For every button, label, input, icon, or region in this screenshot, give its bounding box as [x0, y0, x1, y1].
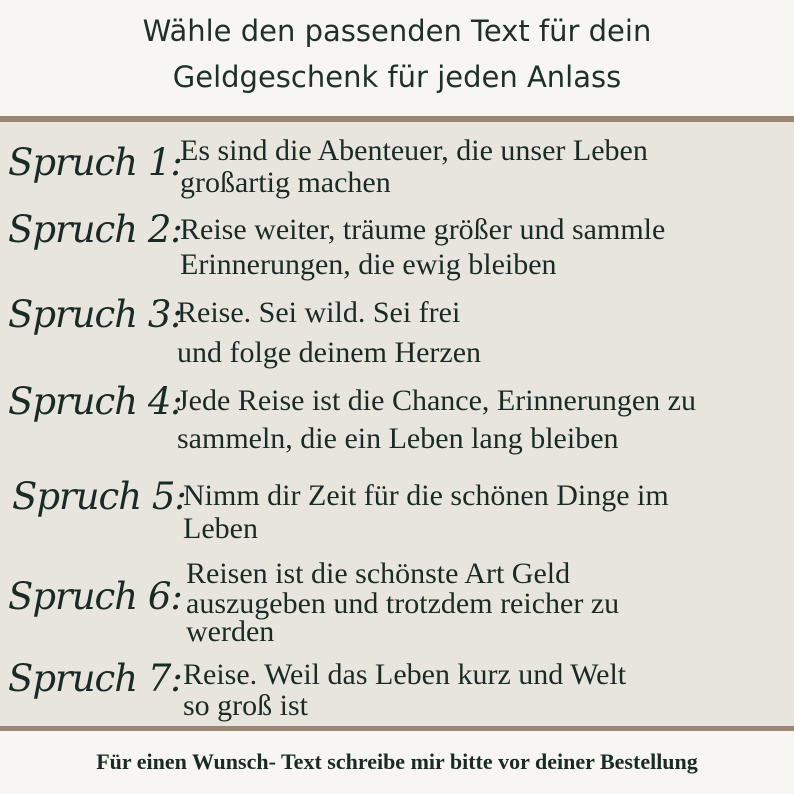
spruch-1-line-2: großartig machen	[180, 166, 391, 199]
footer-note: Für einen Wunsch- Text schreibe mir bitte vor deiner Bestellung	[96, 749, 698, 774]
header-panel	[0, 0, 794, 116]
spruch-5-line-1: Nimm dir Zeit für die schönen Dinge im	[183, 479, 669, 512]
spruch-2-line-2: Erinnerungen, die ewig bleiben	[180, 248, 557, 281]
spruch-4-label: Spruch 4:	[8, 380, 182, 423]
spruch-1-label: Spruch 1:	[8, 141, 182, 184]
spruch-3-line-1: Reise. Sei wild. Sei frei	[177, 296, 461, 329]
spruch-2-line-1: Reise weiter, träume größer und sammle	[180, 213, 666, 246]
spruch-4-line-2: sammeln, die ein Leben lang bleiben	[177, 422, 619, 455]
top-divider	[0, 116, 794, 122]
spruch-2-label: Spruch 2:	[8, 208, 182, 251]
spruch-5-label: Spruch 5:	[12, 475, 186, 518]
spruch-7-line-1: Reise. Weil das Leben kurz und Welt	[183, 658, 627, 691]
spruch-7-line-2: so groß ist	[183, 689, 309, 722]
spruch-7-label: Spruch 7:	[8, 657, 182, 700]
spruch-3-line-2: und folge deinem Herzen	[177, 336, 482, 369]
footer-panel	[0, 731, 794, 794]
title-line-1: Wähle den passenden Text für dein	[142, 14, 652, 48]
spruch-5-line-2: Leben	[183, 512, 258, 545]
spruch-1-line-1: Es sind die Abenteuer, die unser Leben	[180, 134, 648, 167]
title-line-2: Geldgeschenk für jeden Anlass	[172, 60, 622, 94]
spruch-6-line-3: werden	[186, 615, 275, 648]
spruch-6-line-1: Reisen ist die schönste Art Geld	[186, 557, 571, 590]
spruch-4-line-1: Jede Reise ist die Chance, Erinnerungen zu	[177, 384, 696, 417]
spruch-3-label: Spruch 3:	[8, 293, 182, 336]
spruch-6-label: Spruch 6:	[8, 575, 182, 618]
spruch-6-line-2: auszugeben und trotzdem reicher zu	[186, 587, 620, 620]
